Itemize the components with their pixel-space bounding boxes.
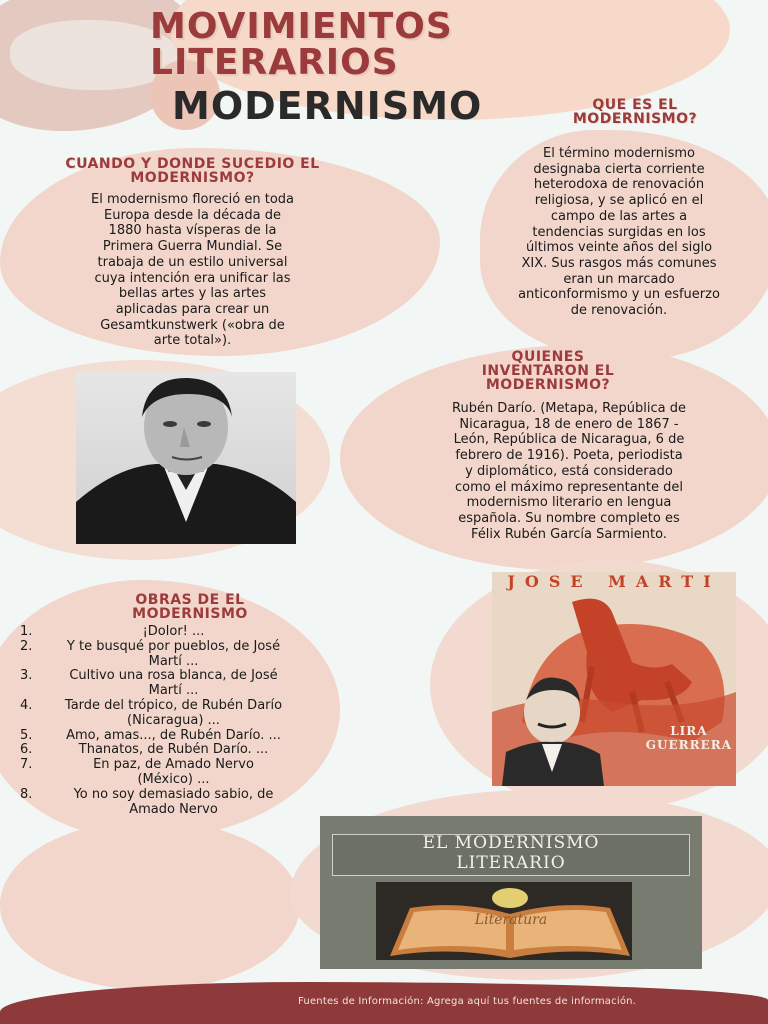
title-line-1: MOVIMIENTOS [150,6,453,47]
que-es-line: de renovación. [570,303,668,319]
obras-heading-line: OBRAS DE EL [135,592,245,608]
poster-bottom-text [646,724,732,752]
list-item-line: En paz, de Amado Nervo [93,757,254,773]
book-word: Literatura [474,912,548,928]
quienes-text [410,401,728,542]
list-item-number: 6. [20,742,33,758]
que-es-line: designaba cierta corriente [533,161,705,177]
que-es-line: XIX. Sus rasgos más comunes [521,255,717,271]
list-item-line: Thanatos, de Rubén Darío. ... [78,742,269,758]
que-es-line: religiosa, y se aplicó en el [534,193,704,209]
cuando-text [40,192,345,349]
obras-heading-line: MODERNISMO [132,606,248,622]
list-item-text [42,729,305,744]
list-item-line: (Nicaragua) ... [127,712,220,728]
list-item-text [42,788,305,818]
background-blob [0,820,300,990]
cuando-line: Gesamtkunstwerk («obra de [100,317,285,333]
quienes-line: Nicaragua, 18 de enero de 1867 - [459,416,679,432]
subtitle: MODERNISMO [172,84,483,128]
list-item-number: 5. [20,727,33,743]
list-item [20,640,305,670]
quienes-heading-line: QUIENES [511,349,585,365]
cuando-heading [40,157,345,185]
quienes-heading-line: MODERNISMO? [485,377,611,393]
quienes-line: Rubén Darío. (Metapa, República de [452,401,686,416]
obras-heading [90,593,290,621]
que-es-line: campo de las artes a [550,208,688,224]
list-item-text [42,758,305,788]
que-es-line: últimos veinte años del siglo [525,240,713,256]
cuando-line: cuya intención era unificar las [94,270,291,286]
list-item [20,788,305,818]
list-item-number: 1. [20,624,33,639]
quienes-line: Félix Rubén García Sarmiento. [471,526,667,542]
quienes-line: como el máximo representante del [454,479,684,495]
quienes-line: febrero de 1916). Poeta, periodista [455,448,683,464]
list-item [20,669,305,699]
poster-bottom-text-line: GUERRERA [645,738,732,752]
book-image-title-line: LITERARIO [456,853,566,873]
cuando-heading-line: CUANDO Y DONDE SUCEDIO EL [65,156,320,172]
book-image-title-line: EL MODERNISMO [422,833,600,853]
que-es-text [484,146,754,319]
que-es-line: El término modernismo [543,146,695,161]
quienes-heading-line: INVENTARON EL [481,363,615,379]
portrait-illustration [76,372,296,544]
obras-list [20,625,305,817]
list-item [20,625,305,640]
list-item-text [42,743,305,758]
cuando-line: Europa desde la década de [104,207,281,223]
poster-top-text: JOSE MARTI [507,572,721,591]
list-item-line: Amo, amas..., de Rubén Darío. ... [66,727,281,743]
que-es-line: anticonformismo y un esfuerzo [518,287,720,303]
cuando-line: aplicadas para crear un [115,301,270,317]
que-es-heading-line: QUE ES EL [592,97,678,113]
jose-marti-poster [492,572,736,786]
list-item-number: 7. [20,757,33,773]
list-item-line: Y te busqué por pueblos, de José [66,638,281,654]
que-es-line: tendencias surgidas en los [532,224,706,240]
list-item-line: Martí ... [148,683,199,699]
list-item-text [42,699,305,729]
poster-bottom-text-line: LIRA [670,724,708,738]
quienes-line: León, República de Nicaragua, 6 de [453,432,685,448]
cuando-line: bellas artes y las artes [118,286,267,302]
list-item-number: 8. [20,786,33,802]
ruben-dario-photo [76,372,296,544]
quienes-line: modernismo literario en lengua [466,495,672,511]
list-item [20,699,305,729]
list-item-number: 3. [20,668,33,684]
list-item-text [42,640,305,670]
poster-illustration [492,572,736,786]
list-item [20,729,305,744]
cuando-line: Primera Guerra Mundial. Se [102,239,283,255]
cuando-line: trabaja de un estilo universal [97,254,288,270]
list-item-line: (México) ... [137,771,210,787]
list-item-line: Tarde del trópico, de Rubén Darío [64,697,283,713]
list-item-number: 2. [20,638,33,654]
list-item [20,743,305,758]
cuando-line: arte total»). [153,333,232,349]
list-item-text [42,625,305,640]
que-es-line: eran un marcado [563,271,675,287]
cuando-heading-line: MODERNISMO? [130,170,255,186]
que-es-heading [540,98,730,126]
list-item-number: 4. [20,697,33,713]
title-line-2: LITERARIOS [150,42,399,83]
cuando-line: El modernismo floreció en toda [91,192,294,207]
quienes-line: y diplomático, está considerado [465,463,673,479]
quienes-heading [448,350,648,392]
modernismo-book-image [320,816,702,969]
que-es-line: heterodoxa de renovación [533,177,705,193]
quienes-line: española. Su nombre completo es [458,510,680,526]
list-item [20,758,305,788]
list-item-line: ¡Dolor! ... [142,624,205,639]
list-item-line: Yo no soy demasiado sabio, de [73,786,274,802]
footer-sources-text: Fuentes de Información: Agrega aquí tus fuentes de información. [298,996,637,1007]
list-item-line: Cultivo una rosa blanca, de José [69,668,278,684]
que-es-heading-line: MODERNISMO? [572,111,698,127]
list-item-line: Amado Nervo [129,801,218,817]
list-item-line: Martí ... [148,653,199,669]
list-item-text [42,669,305,699]
cuando-line: 1880 hasta vísperas de la [108,223,277,239]
open-book-icon [320,816,702,969]
